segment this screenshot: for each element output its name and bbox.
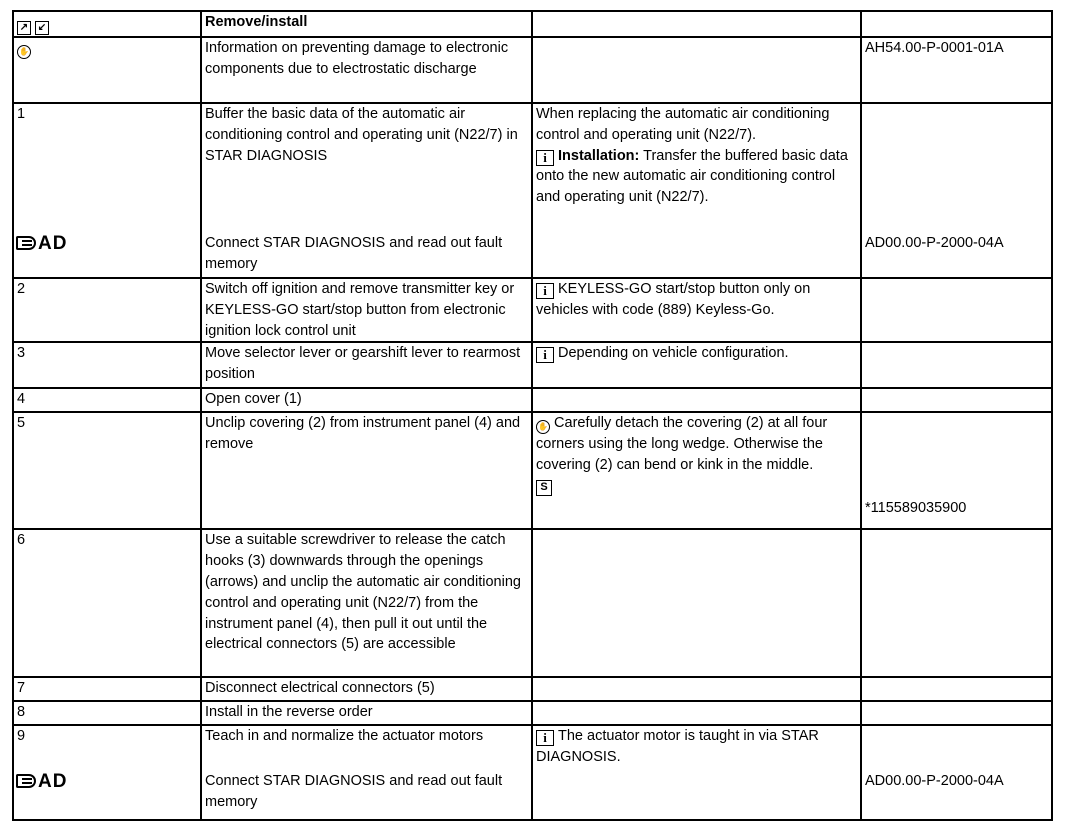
step-number: 2	[13, 278, 201, 342]
step-ref[interactable]: AD00.00-P-2000-04A	[865, 235, 1004, 251]
ad-label: AD	[38, 771, 68, 793]
info-icon: i	[536, 283, 554, 299]
step-ref[interactable]: AD00.00-P-2000-04A	[865, 773, 1004, 790]
step-number: 6	[13, 529, 201, 677]
step-note-cell	[532, 278, 861, 342]
header-row	[13, 11, 1052, 37]
info-icon: i	[536, 730, 554, 746]
step-ref	[861, 701, 1052, 725]
step-note	[532, 677, 861, 701]
step-text: Install in the reverse order	[201, 701, 532, 725]
step-number: 4	[13, 388, 201, 412]
special-tool-icon[interactable]: S	[536, 480, 552, 496]
table-row	[13, 342, 1052, 388]
step-text: Move selector lever or gearshift lever to rearmost position	[201, 342, 532, 388]
table-row	[13, 701, 1052, 725]
header-col3	[532, 11, 861, 37]
table-row	[13, 388, 1052, 412]
step-note: KEYLESS-GO start/stop button only on vehicles with code (889) Keyless-Go.	[536, 281, 811, 318]
step-note-cell	[532, 725, 861, 820]
step-note: The actuator motor is taught in via STAR DIAGNOSIS.	[536, 728, 819, 766]
table-row	[13, 725, 1052, 820]
step-ref	[861, 529, 1052, 677]
step-note-cell	[532, 103, 861, 278]
collapse-icon[interactable]: ↙	[35, 21, 49, 35]
table-row	[13, 529, 1052, 677]
step-ref[interactable]: *115589035900	[865, 500, 967, 517]
info-icon: i	[536, 150, 554, 166]
table-row	[13, 278, 1052, 342]
step-note-cell	[532, 412, 861, 529]
step-subtext: Connect STAR DIAGNOSIS and read out fault memory	[205, 235, 503, 272]
ad-label: AD	[38, 233, 68, 254]
step-text-cell	[201, 725, 532, 820]
step-number: 1	[17, 106, 26, 122]
step-ref[interactable]: AH54.00-P-0001-01A	[861, 37, 1052, 103]
step-ref	[861, 278, 1052, 342]
step-ref-cell	[861, 725, 1052, 820]
header-col4	[861, 11, 1052, 37]
step-note-wrap	[536, 413, 857, 476]
step-note: Depending on vehicle configuration.	[558, 345, 789, 362]
step-note	[532, 529, 861, 677]
table-row	[13, 37, 1052, 103]
step-subtext: Connect STAR DIAGNOSIS and read out fault memory	[205, 773, 503, 811]
step-number: 3	[13, 342, 201, 388]
table-row	[13, 677, 1052, 701]
step-text-cell	[201, 103, 532, 278]
step-cell	[13, 37, 201, 103]
step-ref	[861, 342, 1052, 388]
step-number: 9	[17, 728, 26, 745]
pointing-hand-icon	[16, 774, 36, 788]
step-text: Disconnect electrical connectors (5)	[201, 677, 532, 701]
step-note	[532, 701, 861, 725]
step-text: Use a suitable screwdriver to release the catch hooks (3) downwards through the openings (arrows) and unclip the automatic air conditioning control and operating unit (N22/7) from the instrument panel (4), then pull it out until the electrical connectors (5) are accessible	[201, 529, 532, 677]
ad-link[interactable]	[16, 772, 67, 792]
step-note	[532, 388, 861, 412]
step-cell	[13, 103, 201, 278]
step-number: 7	[13, 677, 201, 701]
header-icons-cell	[13, 11, 201, 37]
step-text: Switch off ignition and remove transmitter key or KEYLESS-GO start/stop button from electronic ignition lock control unit	[201, 278, 532, 342]
expand-icon[interactable]: ↗	[17, 21, 31, 35]
procedure-table	[12, 10, 1053, 821]
info-icon: i	[536, 347, 554, 363]
step-number: 8	[13, 701, 201, 725]
step-note: Carefully detach the covering (2) at all four corners using the long wedge. Otherwise the covering (2) can bend or kink in the middle.	[536, 415, 828, 474]
header-title: Remove/install	[201, 11, 532, 37]
step-ref	[861, 677, 1052, 701]
step-cell	[13, 725, 201, 820]
step-text: Teach in and normalize the actuator motors	[205, 728, 484, 745]
step-ref-cell	[861, 412, 1052, 529]
step-note: When replacing the automatic air conditioning control and operating unit (N22/7).	[536, 106, 830, 143]
esd-warning-icon: ✋	[536, 420, 550, 434]
step-number: 5	[13, 412, 201, 529]
table-row	[13, 412, 1052, 529]
step-ref	[861, 388, 1052, 412]
esd-warning-icon: ✋	[17, 45, 31, 59]
step-text: Open cover (1)	[201, 388, 532, 412]
tool-row	[536, 476, 857, 497]
ad-link[interactable]	[16, 234, 67, 254]
step-note-cell	[532, 342, 861, 388]
step-note	[532, 37, 861, 103]
step-text: Information on preventing damage to electronic components due to electrostatic discharge	[201, 37, 532, 103]
step-text: Unclip covering (2) from instrument panel (4) and remove	[201, 412, 532, 529]
step-note-2	[536, 146, 857, 208]
installation-label: Installation:	[558, 147, 640, 164]
pointing-hand-icon	[16, 236, 36, 250]
table-row	[13, 103, 1052, 278]
step-text: Buffer the basic data of the automatic air conditioning control and operating unit (N22/7) in STAR DIAGNOSIS	[205, 106, 518, 164]
step-ref-cell	[861, 103, 1052, 278]
installation-text: Transfer the buffered basic data onto the new automatic air conditioning control and operating unit (N22/7).	[536, 147, 848, 206]
